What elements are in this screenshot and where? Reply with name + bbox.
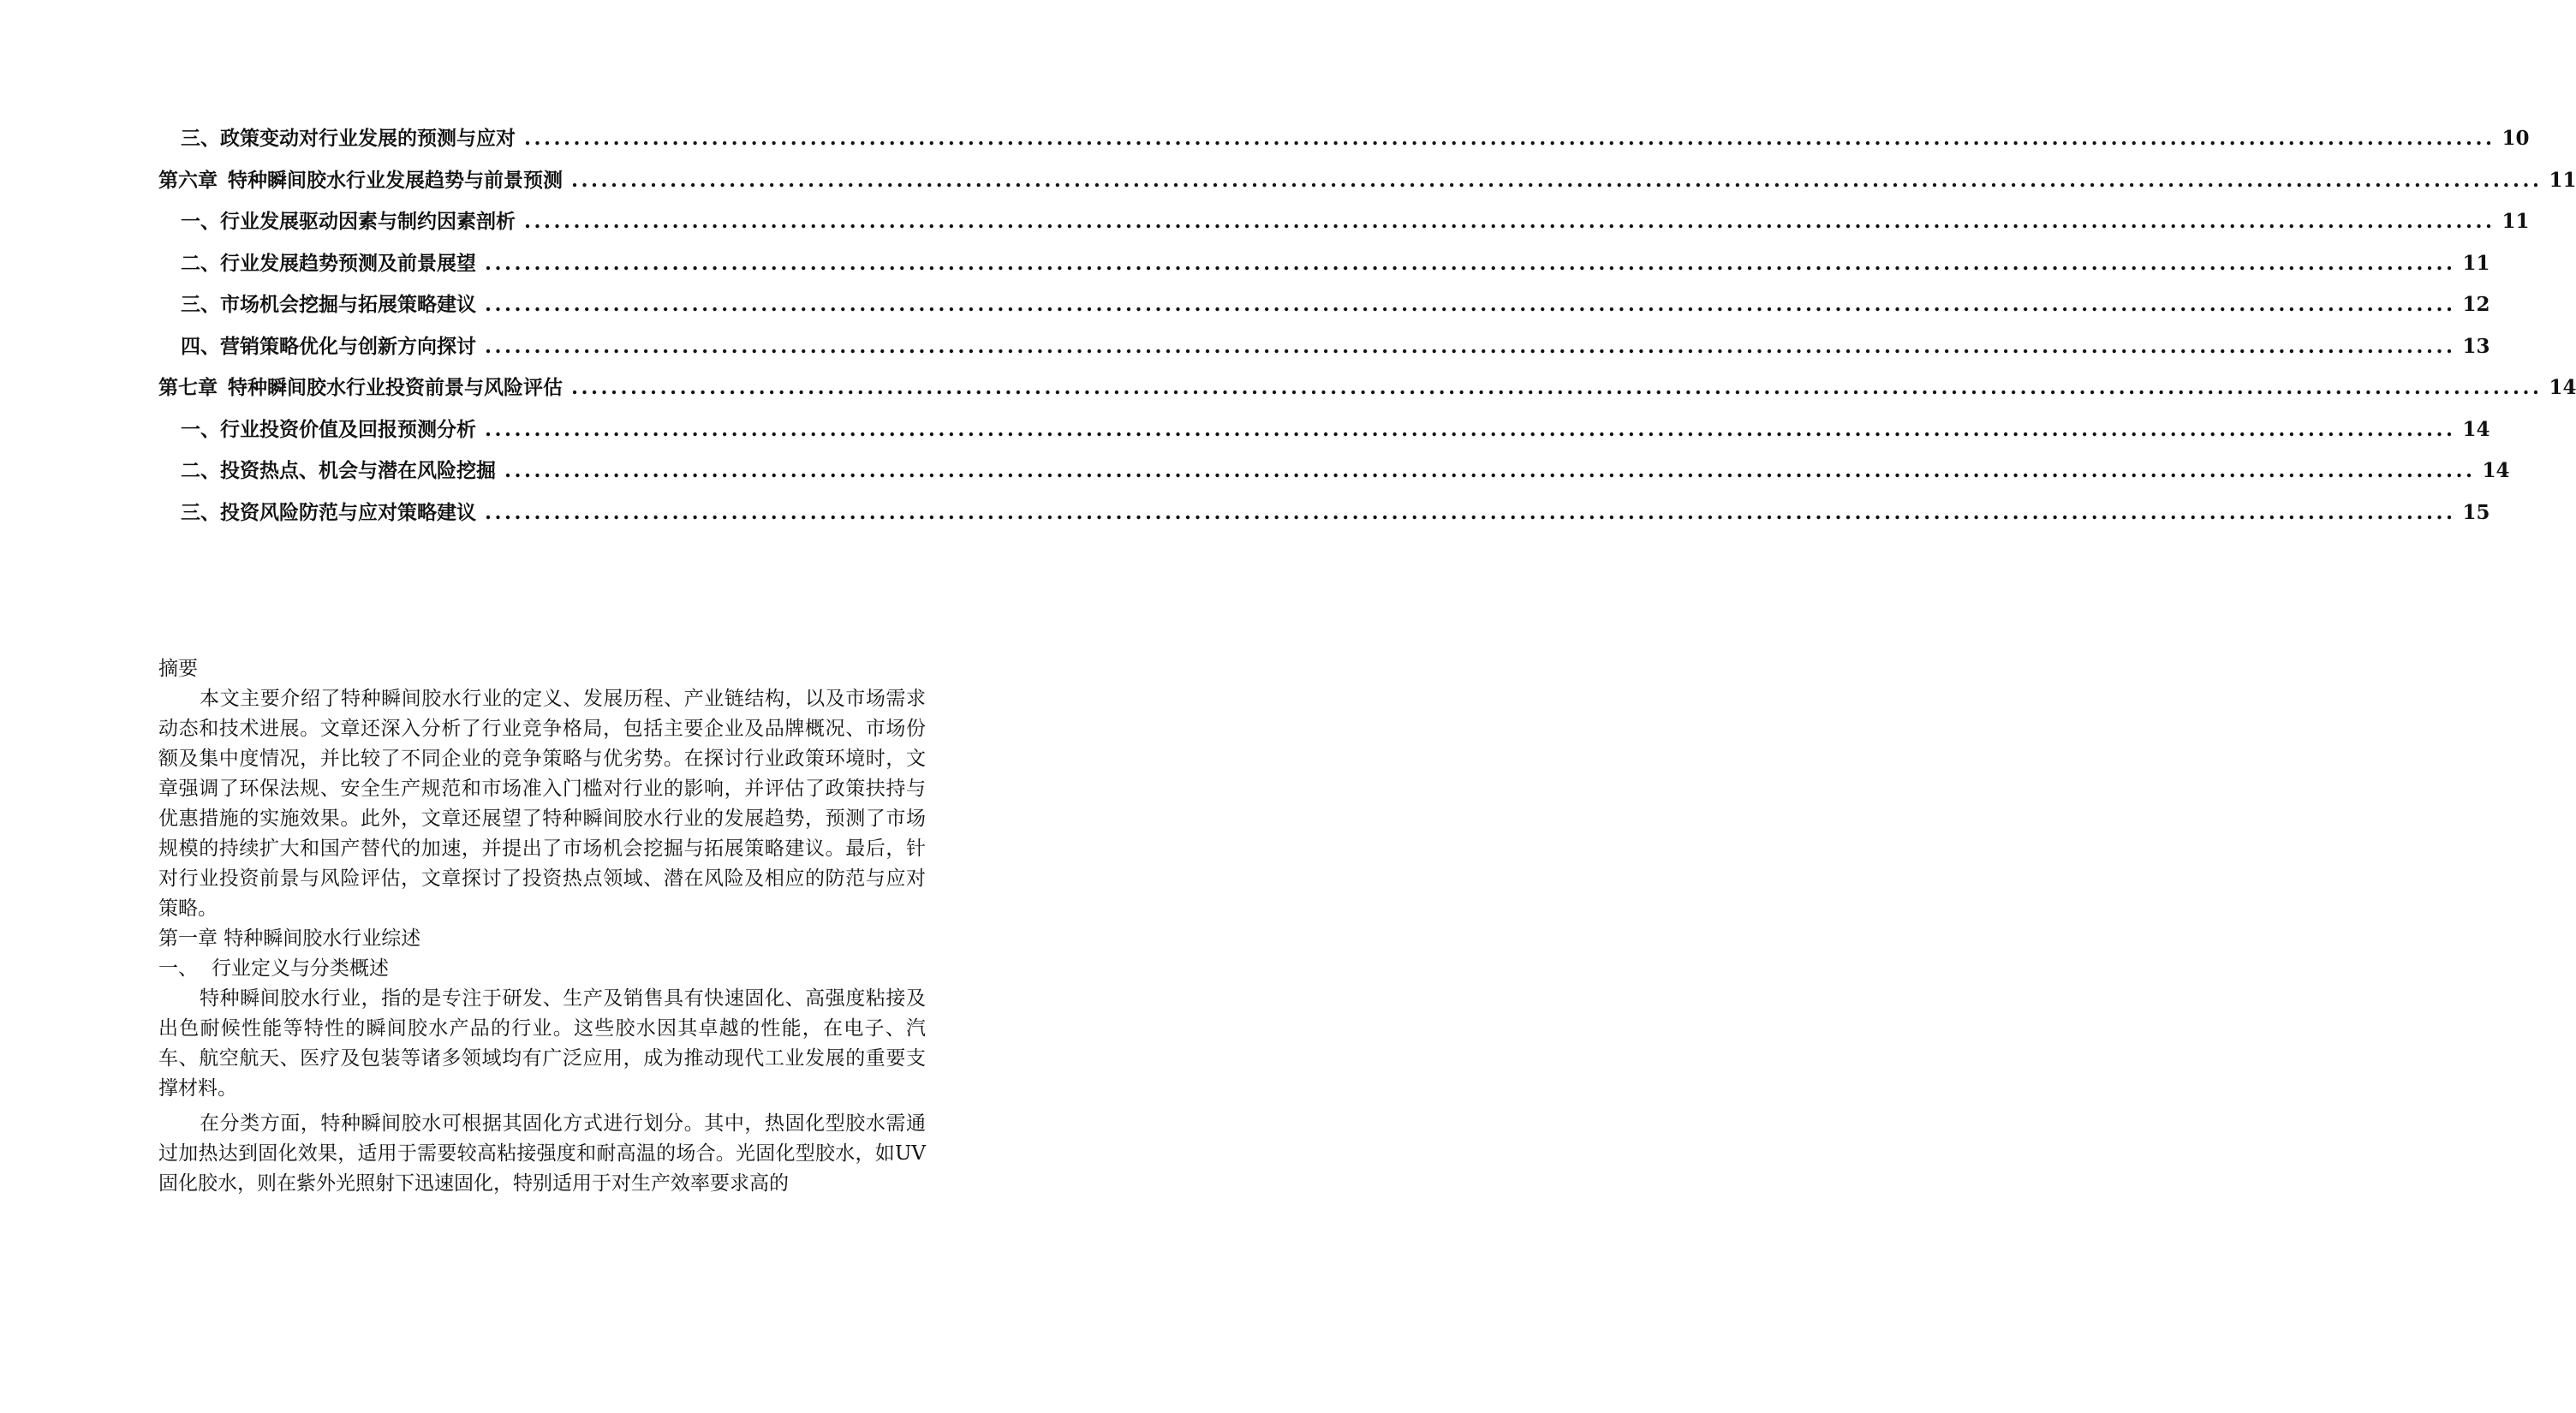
toc-entry-number: 第六章 [158,168,218,192]
toc-dot-leader: ........................................................................................................................................................................................................ [485,500,2456,524]
toc-entry-number: 二、 [181,459,220,482]
toc-entry[interactable] [158,206,2530,247]
abstract-paragraph: 本文主要介绍了特种瞬间胶水行业的定义、发展历程、产业链结构，以及市场需求动态和技术进展。文章还深入分析了行业竞争格局，包括主要企业及品牌概况、市场份额及集中度情况，并比较了不同企业的竞争策略与优劣势。在探讨行业政策环境时，文章强调了环保法规、安全生产规范和市场准入门槛对行业的影响，并评估了政策扶持与优惠措施的实施效果。此外，文章还展望了特种瞬间胶水行业的发展趋势，预测了市场规模的持续扩大和国产替代的加速，并提出了市场机会挖掘与拓展策略建议。最后，针对行业投资前景与风险评估，文章探讨了投资热点领域、潜在风险及相应的防范与应对策略。 [158,688,926,920]
body-paragraph-1: 特种瞬间胶水行业，指的是专注于研发、生产及销售具有快速固化、高强度粘接及出色耐候性能等特性的瞬间胶水产品的行业。这些胶水因其卓越的性能，在电子、汽车、航空航天、医疗及包装等诸多领域均有广泛应用，成为推动现代工业发展的重要支撑材料。 [158,987,926,1100]
toc-entry-number: 二、 [181,251,220,275]
toc-entry-title: 特种瞬间胶水行业发展趋势与前景预测 [228,168,563,192]
section-number: 一、 [158,957,198,980]
toc-dot-leader: ........................................................................................................................................................................................................ [571,168,2543,192]
section-title: 行业定义与分类概述 [212,957,389,980]
toc-entry[interactable] [158,247,2490,289]
toc-entry[interactable] [158,289,2490,331]
toc-dot-leader: ........................................................................................................................................................................................................ [485,251,2456,275]
toc-dot-leader: ........................................................................................................................................................................................................ [485,334,2456,358]
toc-entry-page: 10 [2501,127,2530,150]
toc-entry-number: 三、 [181,500,220,524]
toc-entry-number: 一、 [181,210,220,233]
toc-entry-title: 营销策略优化与创新方向探讨 [220,334,476,358]
toc-entry[interactable] [158,372,2576,414]
toc-entry-page: 12 [2462,293,2490,316]
toc-entry[interactable] [158,455,2510,497]
toc-entry[interactable] [158,497,2490,539]
toc-dot-leader: ........................................................................................................................................................................................................ [504,459,2476,482]
chapter-heading: 第一章 特种瞬间胶水行业综述 [158,927,421,950]
toc-entry-number: 三、 [181,293,220,316]
toc-dot-leader: ........................................................................................................................................................................................................ [485,293,2456,316]
toc-dot-leader: ........................................................................................................................................................................................................ [485,417,2456,441]
toc-entry-title: 投资热点、机会与潜在风险挖掘 [220,459,496,482]
toc-dot-leader: ........................................................................................................................................................................................................ [524,127,2496,150]
toc-entry-page: 13 [2462,334,2490,358]
table-of-contents [158,122,2576,538]
toc-entry-title: 行业发展驱动因素与制约因素剖析 [220,210,516,233]
toc-entry-title: 市场机会挖掘与拓展策略建议 [220,293,476,316]
toc-entry-page: 15 [2462,500,2490,524]
toc-entry[interactable] [158,331,2490,373]
toc-dot-leader: ........................................................................................................................................................................................................ [524,210,2496,233]
toc-entry-title: 政策变动对行业发展的预测与应对 [220,127,516,150]
toc-entry[interactable] [158,414,2490,456]
toc-entry-page: 14 [2462,417,2490,441]
toc-entry-page: 11 [2462,251,2490,275]
toc-entry[interactable] [158,164,2576,206]
toc-entry-title: 行业投资价值及回报预测分析 [220,417,476,441]
toc-entry-number: 四、 [181,334,220,358]
toc-entry-page: 14 [2482,459,2510,482]
toc-dot-leader: ........................................................................................................................................................................................................ [571,376,2543,399]
section-heading [158,954,926,984]
toc-entry-number: 第七章 [158,376,218,399]
toc-entry-title: 特种瞬间胶水行业投资前景与风险评估 [228,376,563,399]
body-paragraph-2: 在分类方面，特种瞬间胶水可根据其固化方式进行划分。其中，热固化型胶水需通过加热达到固化效果，适用于需要较高粘接强度和耐高温的场合。光固化型胶水，如UV固化胶水，则在紫外光照射下迅速固化，特别适用于对生产效率要求高的 [158,1112,926,1195]
toc-entry-number: 三、 [181,127,220,150]
toc-entry-page: 11 [2549,168,2576,192]
document-body [158,654,926,1199]
toc-entry-number: 一、 [181,417,220,441]
toc-entry-title: 投资风险防范与应对策略建议 [220,500,476,524]
toc-entry-title: 行业发展趋势预测及前景展望 [220,251,476,275]
toc-entry-page: 11 [2501,210,2530,233]
abstract-heading: 摘要 [158,658,198,680]
toc-entry[interactable] [158,122,2530,164]
toc-entry-page: 14 [2549,376,2576,399]
